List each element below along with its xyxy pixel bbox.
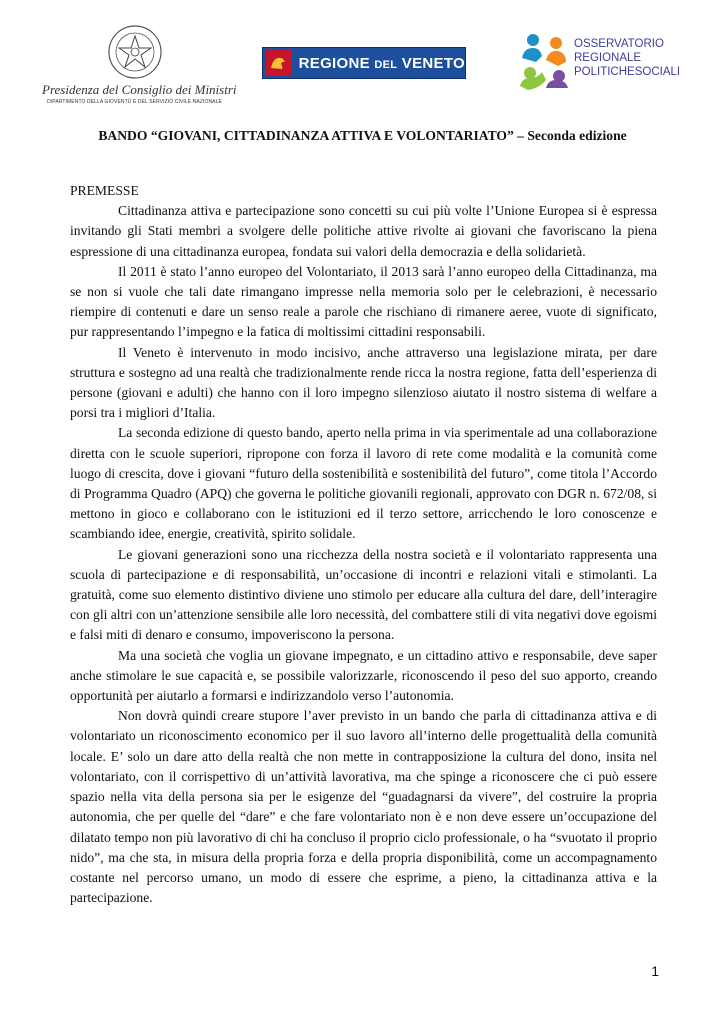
section-heading: PREMESSE xyxy=(70,183,139,198)
observatory-line-3: POLITICHESOCIALI xyxy=(574,66,681,78)
lion-icon xyxy=(266,50,291,76)
paragraph: Cittadinanza attiva e partecipazione sono concetti su cui più volte l’Unione Europea si è espressa invitando gli Stati membri a svolgere delle politiche attive rivolte ai giovani che favoriscano la piena espressione di una cittadinanza europea, fondata sui valori della democrazia e della solidarietà. xyxy=(70,203,657,259)
government-title: Presidenza del Consiglio dei Ministri xyxy=(42,82,237,97)
government-emblem-icon xyxy=(102,24,168,80)
paragraph: Il Veneto è intervenuto in modo incisivo, anche attraverso una legislazione mirata, per dare struttura e sostegno ad una realtà che tradizionalmente rende ricca la nostra regione, fatta dell’esperienza di persone (giovani e adulti) che hanno con il loro impegno silenzioso aiutato il nostro sistema di welfare a porsi tra i migliori d’Italia. xyxy=(70,344,657,421)
document-title: BANDO “GIOVANI, CITTADINANZA ATTIVA E VOLONTARIATO” – Seconda edizione xyxy=(98,128,627,143)
document-body xyxy=(70,181,657,908)
region-logo-word-del: DEL xyxy=(374,58,398,71)
government-logo xyxy=(42,24,237,108)
observatory-line-2: REGIONALE xyxy=(574,52,642,64)
paragraph: La seconda edizione di questo bando, aperto nella prima in via sperimentale ad una collaborazione diretta con le scuole superiori, ripropone con forza il lavoro di rete come modalità e la comunità come luogo di crescita, dove i giovani “futuro della sostenibilità e sostenibilità del futuro”, come titola l’Accordo di Programma Quadro (APQ) che governa le politiche giovanili regionali, approvato con DGR n. 672/08, si mettono in gioco e collaborano con le istituzioni ed il terzo settore, arricchendo le loro conoscenze e scambiando idee, energie, creatività, spirito solidale. xyxy=(70,425,657,542)
observatory-people-icon xyxy=(516,28,572,92)
observatory-logo xyxy=(516,26,686,106)
paragraph: Il 2011 è stato l’anno europeo del Volontariato, il 2013 sarà l’anno europeo della Cittadinanza, ma se non si vuole che tali date rimangano impresse nella memoria solo per le celebrazioni, è necessario riempire di contenuti e dare un senso reale a parole che rischiano di rimanere aeree, vuote di significato, pur rappresentando l’impegno e la fatica di moltissimi cittadini responsabili. xyxy=(70,263,657,340)
paragraph: Non dovrà quindi creare stupore l’aver previsto in un bando che parla di cittadinanza attiva e di volontariato un riconoscimento economico per il suo lavoro all’interno delle progettualità della comunità locale. E’ solo un dare atto della realtà che non mette in contrapposizione la cultura del dono, insita nel volontariato, con il corrispettivo di un’attività lavorativa, ma che spinge a riconoscere che ci può essere spazio nella vita della persona sia per le esigenze del “guadagnarsi da vivere”, del costruire la propria autonomia, che per quelle del “dare” e che fare volontariato non è e non deve essere un’occupazione del dilatato tempo non più lavorativo di chi ha concluso il proprio ciclo professionale, o ha “svuotato il proprio nido”, ma che sta, in misura della propria forza e della propria disponibilità, come un accompagnamento costante nel percorso umano, un modo di essere che esprime, a pieno, la cittadinanza attiva e la partecipazione. xyxy=(70,708,657,906)
region-logo-word-veneto: VENETO xyxy=(401,54,465,72)
page-header xyxy=(0,22,725,112)
government-department: DIPARTIMENTO DELLA GIOVENTÙ E DEL SERVIZIO CIVILE NAZIONALE xyxy=(47,99,222,105)
page-number: 1 xyxy=(651,963,659,979)
paragraph: Ma una società che voglia un giovane impegnato, e un cittadino attivo e responsabile, deve saper anche stimolare le sue capacità e, se possibile valorizzarle, riconoscendo il peso del suo apporto, creando opportunità per aiutarlo a formarsi e indirizzandolo verso l’autonomia. xyxy=(70,647,657,704)
region-logo-word-regione: REGIONE xyxy=(298,54,370,72)
regione-veneto-logo xyxy=(262,47,466,79)
observatory-line-1: OSSERVATORIO xyxy=(574,38,664,50)
paragraph: Le giovani generazioni sono una ricchezza della nostra società e il volontariato rappresenta una scuola di partecipazione e di responsabilità, un’occasione di incontri e relazioni vitali e stimolanti. La gratuità, come suo elemento distintivo diviene uno stimolo per educare alla cultura del dare, dell’interagire con gli altri con un’attenzione sensibile alle loro necessità, del combattere stili di vita negativi dove egoismi e falsi miti di denaro e consumo, impoveriscono la persona. xyxy=(70,546,658,643)
